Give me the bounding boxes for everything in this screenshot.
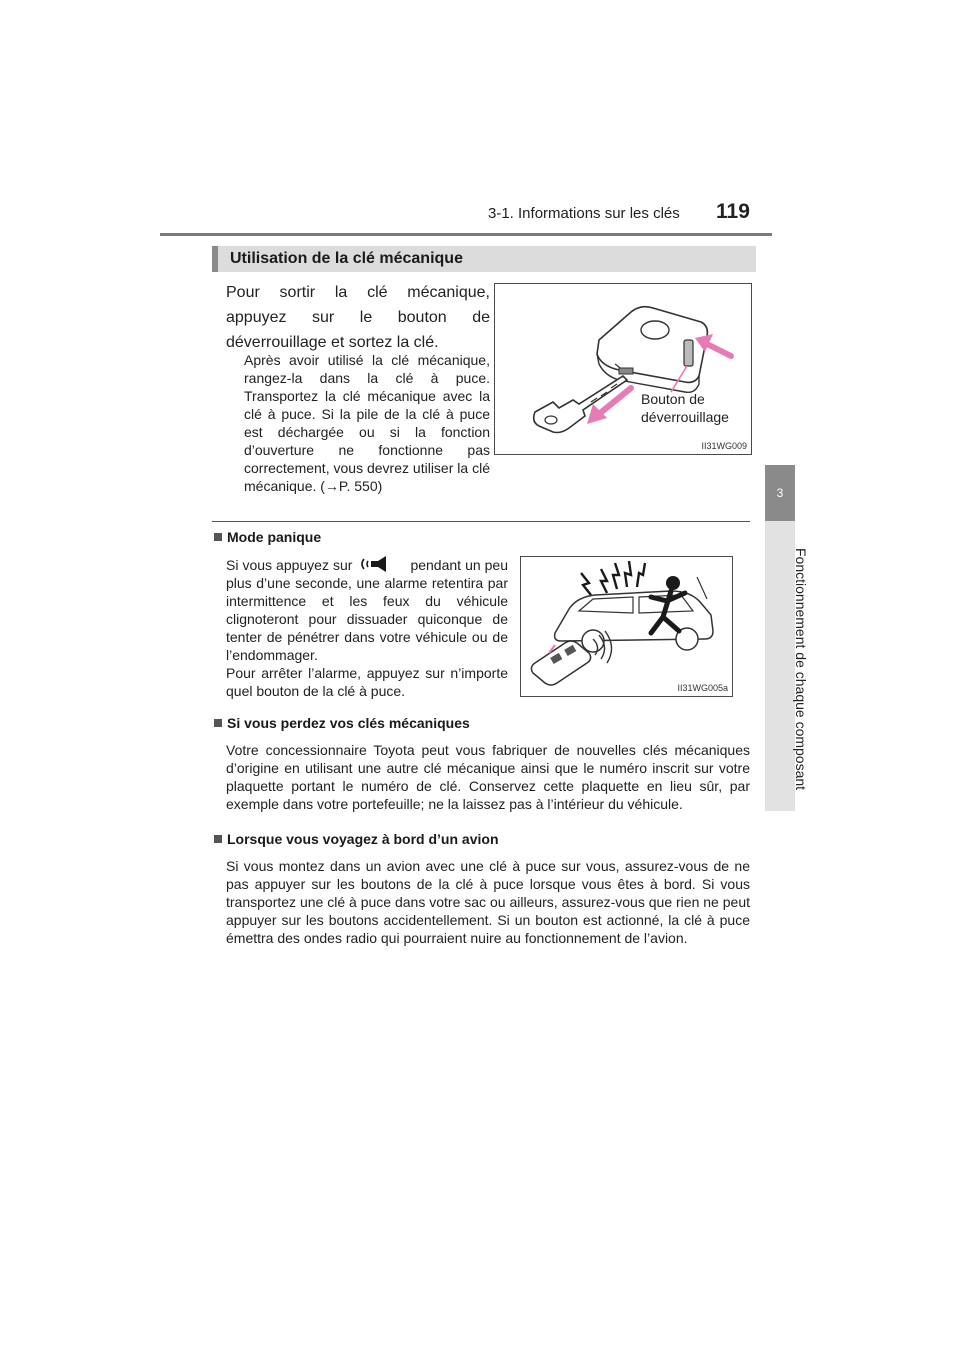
mechanical-key-figure [494, 283, 752, 455]
smart-key-illustration [495, 284, 751, 454]
page-number: 119 [716, 200, 750, 223]
lost-keys-paragraph: Votre concessionnaire Toyota peut vous fabriquer de nouvelles clés mécaniques d’origine en utilisant une autre clé mécanique ainsi que le numéro inscrit sur votre plaquette portant le numéro de clé. Conservez cette plaquette en lieu sûr, par exemple dans votre portefeuille; ne la laissez pas à l’intérieur du véhicule. [226, 742, 750, 812]
panic-horn-icon [356, 555, 406, 571]
bullet-square-icon [214, 835, 222, 843]
panic-stop-paragraph: Pour arrêter l’alarme, appuyez sur n’importe quel bouton de la clé à puce. [226, 665, 508, 699]
chapter-tab-label: Fonctionnement de chaque composant [793, 548, 809, 791]
note-paragraph: Après avoir utilisé la clé mécanique, rangez-la dans la clé à puce. Transportez la clé mécanique avec la clé à puce. Si la pile de la clé à puce est déchargée ou si la fonction d’ouverture ne fonctionne pas correctement, vous devrez utiliser la clé mécanique. (→P. 550) [244, 352, 490, 494]
intro-paragraph: Pour sortir la clé mécanique, appuyez sur le bouton de déverrouillage et sortez la clé. [226, 284, 490, 351]
section-title: Utilisation de la clé mécanique [230, 250, 463, 267]
section-banner [212, 246, 756, 272]
airplane-paragraph: Si vous montez dans un avion avec une clé à puce sur vous, assurez-vous de ne pas appuyer sur les boutons de la clé à puce lorsque vous êtes à bord. Si vous transportez une clé à puce dans votre sac ou ailleurs, assurez-vous que rien ne peut appuyer sur les boutons accidentellement. Si un bouton est actionné, la clé à puce émettra des ondes radio qui pourraient nuire au fonctionnement de l’avion. [226, 858, 750, 946]
lost-keys-heading: Si vous perdez vos clés mécaniques [214, 715, 470, 731]
panic-mode-paragraph: Si vous appuyez sur pendant un peu plus d’une seconde, une alarme retentira par intermittence et les feux du véhicule clignoteront pour dissuader quiconque de tenter de pénétrer dans votre véhicule ou de l’endommager. [226, 557, 509, 663]
airplane-heading: Lorsque vous voyagez à bord d’un avion [214, 831, 499, 847]
unlock-button-label: Bouton de déverrouillage [641, 391, 729, 425]
header-rule [160, 233, 772, 236]
chapter-tab-number: 3 [765, 465, 795, 521]
bullet-square-icon [214, 533, 222, 541]
panic-alarm-figure [520, 556, 733, 697]
panic-alarm-illustration [521, 557, 732, 696]
figure-code: II31WG005a [677, 683, 728, 693]
bullet-square-icon [214, 719, 222, 727]
chapter-header: 3-1. Informations sur les clés [488, 205, 680, 222]
figure-code: II31WG009 [701, 441, 747, 451]
panic-mode-heading: Mode panique [214, 529, 321, 545]
section-divider [212, 521, 750, 522]
